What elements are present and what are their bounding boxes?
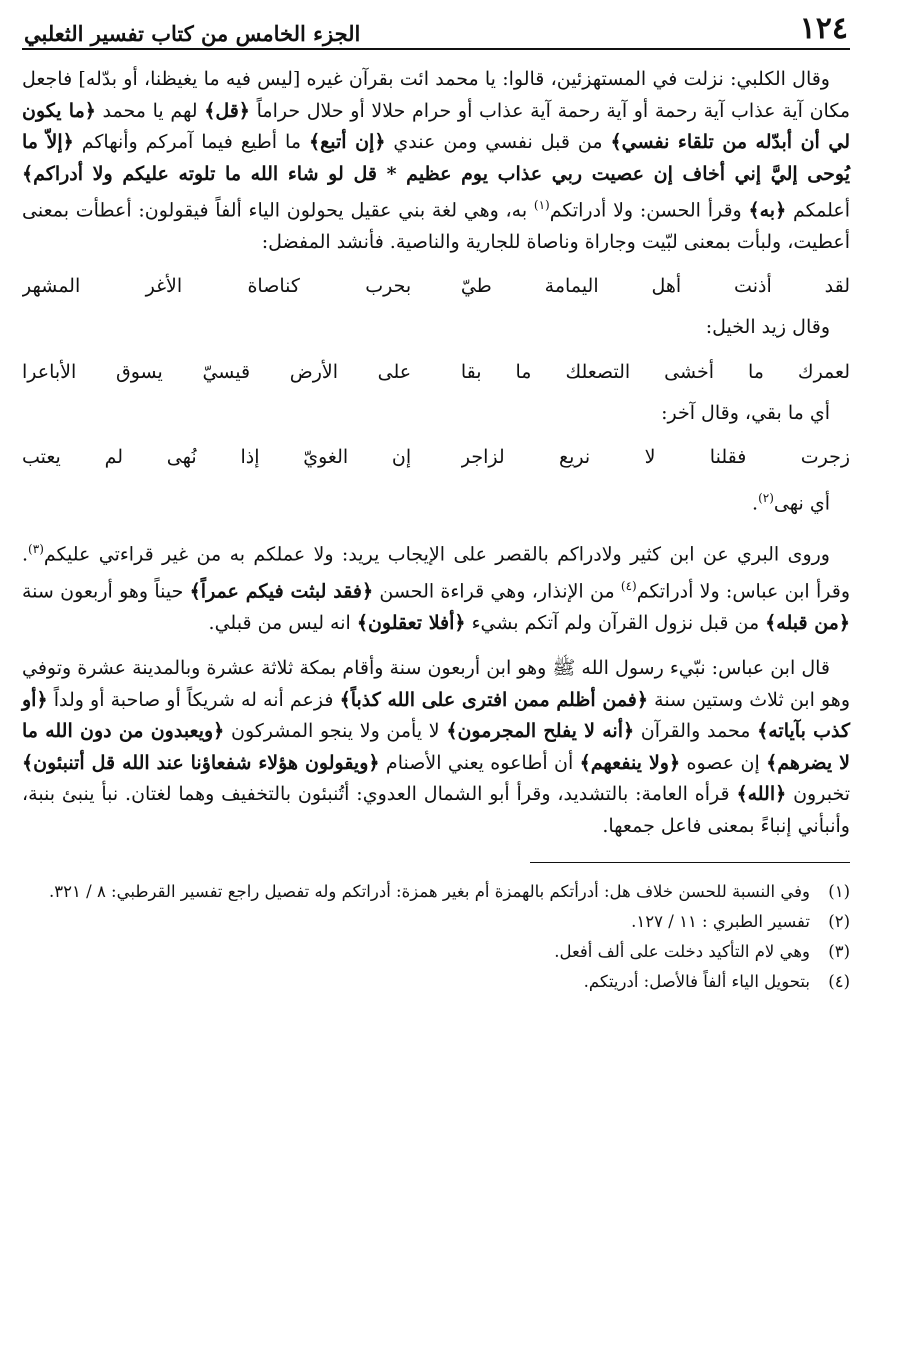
text-run: تخبرون xyxy=(786,783,851,806)
quran-quote: ﴿ويقولون هؤلاء شفعاؤنا عند الله قل أتنبئون﴾ xyxy=(22,751,380,774)
verse-3-first-half: زجرت فقلنا لا نريع لزاجر xyxy=(460,446,850,469)
quran-quote: ﴿ما يكون لي أن أبدّله من تلقاء نفسي﴾ xyxy=(22,99,851,153)
footnote-text: وهي لام التأكيد دخلت على ألف أفعل. xyxy=(554,942,810,962)
verse-2-second-half: على الأرض قيسيّ يسوق الأباعرا xyxy=(22,360,412,383)
footnote-ref[interactable]: (٤) xyxy=(620,578,637,593)
quran-quote: ﴿أنه لا يفلح المجرمون﴾ xyxy=(446,720,635,743)
verse-3-gloss xyxy=(22,483,850,520)
text-run: وروى البري عن ابن كثير ولادراكم بالقصر على الإيجاب يريد: ولا عملكم به من غير قراءتي عليكم xyxy=(43,543,830,566)
verse-3-second-half: إن الغويّ إذا نُهى لم يعتب xyxy=(22,446,412,469)
running-title: الجزء الخامس من كتاب تفسير الثعلبي xyxy=(24,21,361,46)
footnote xyxy=(22,937,850,967)
quran-quote: ﴿إن أتبع﴾ xyxy=(309,131,386,153)
text-run: من قبل نزول القرآن ولم آتكم بشيء xyxy=(465,611,766,634)
page-number: ١٢٤ xyxy=(799,11,848,46)
footnote-ref[interactable]: (١) xyxy=(533,198,550,212)
quran-quote: ﴿به﴾ xyxy=(748,199,787,222)
footnotes xyxy=(22,877,850,997)
paragraph-1 xyxy=(22,64,850,258)
text-run: . xyxy=(752,492,759,515)
verse-1 xyxy=(22,270,850,302)
text-run: . وقرأ ابن عباس: ولا أدراتكم xyxy=(22,543,850,603)
paragraph-3 xyxy=(22,653,850,842)
verse-3 xyxy=(22,441,850,473)
footnote-number: (٤) xyxy=(828,972,850,992)
text-run: انه ليس من قبلي. xyxy=(208,611,357,634)
verse-2-first-half: لعمرك ما أخشى التصعلك ما بقا xyxy=(460,360,850,383)
page xyxy=(22,8,850,1348)
quran-quote: ﴿إلاّ ما يُوحى إليَّ إني أخاف إن عصيت ربي عذاب يوم عظيم * قل لو شاء الله ما تلوته عليكم ولا أدراكم﴾ xyxy=(22,131,850,185)
text-run: وقرأ الحسن: ولا أدراتكم xyxy=(549,199,749,222)
footnote-number: (١) xyxy=(828,882,850,902)
quran-quote: ﴿ولا ينفعهم﴾ xyxy=(579,751,681,774)
text-run: قال ابن عباس: نبّيء رسول الله ﷺ وهو ابن أربعون سنة وأقام بمكة ثلاثة عشرة وبالمدينة عشرة وتوفي وهو ابن ثلاث وستين سنة xyxy=(22,657,850,711)
footnote-separator xyxy=(530,862,850,863)
footnote xyxy=(22,967,850,997)
text-run: أن أطاعوه يعني الأصنام xyxy=(379,751,580,774)
quran-quote: ﴿أو كذب بآياته﴾ xyxy=(22,688,851,743)
text-run: حيناً وهو أربعون سنة xyxy=(22,580,190,603)
footnote xyxy=(22,877,850,907)
footnote-separator-wrap xyxy=(22,862,850,863)
verse-1-second-half: بحرب كناصاة الأغر المشهر xyxy=(22,275,412,298)
text-run: لهم يا محمد xyxy=(95,99,205,122)
text-run: من قبل نفسي ومن عندي xyxy=(385,131,611,153)
text-run: فزعم أنه له شريكاً أو صاحبة أو ولداً xyxy=(47,688,340,711)
text-run: محمد والقرآن xyxy=(634,720,758,743)
quran-quote: ﴿فمن أظلم ممن افترى على الله كذباً﴾ xyxy=(339,688,649,711)
verse-2-intro: وقال زيد الخيل: xyxy=(705,316,830,339)
verse-3-intro: أي ما بقي، وقال آخر: xyxy=(661,401,830,424)
footnote xyxy=(22,907,850,937)
footnote-ref[interactable]: (٢) xyxy=(758,491,774,506)
quran-quote: ﴿الله﴾ xyxy=(736,783,787,806)
verse-2 xyxy=(22,356,850,388)
text-run: به، وهي لغة بني عقيل يحولون الياء ألفاً فيقولون: أعطأت بمعنى أعطيت، ولبأت بمعنى لبّيت وجاراة وناصاة للجارية والناصية. فأنشد المفضل: xyxy=(22,199,850,253)
main-text xyxy=(22,64,850,842)
footnote-text: تفسير الطبري : ١١ / ١٢٧. xyxy=(631,912,810,932)
quran-quote: ﴿فقد لبثت فيكم عمراً﴾ xyxy=(189,580,374,603)
quran-quote: ﴿أفلا تعقلون﴾ xyxy=(356,611,466,634)
text-run: أعلمكم xyxy=(786,199,850,222)
quran-quote: ﴿قل﴾ xyxy=(204,99,250,122)
quran-quote: ﴿ويعبدون من دون الله ما لا يضرهم﴾ xyxy=(22,720,851,774)
footnote-number: (٢) xyxy=(828,912,850,932)
text-run: من الإنذار، وهي قراءة الحسن xyxy=(373,580,621,603)
footnote-text: وفي النسبة للحسن خلاف هل: أدرأتكم بالهمزة أم بغير همزة: أدراتكم وله تفصيل راجع تفسير القرطبي: ٨ / ٣٢١. xyxy=(49,882,810,902)
footnote-text: بتحويل الياء ألفاً فالأصل: أدريتكم. xyxy=(583,972,810,992)
quran-quote: ﴿من قبله﴾ xyxy=(765,611,850,634)
page-header xyxy=(22,8,850,50)
paragraph-2 xyxy=(22,534,850,639)
text-run: ما أطيع فيما آمركم وأنهاكم xyxy=(73,131,309,153)
text-run: أي نهى xyxy=(773,492,830,515)
text-run: قرأه العامة: بالتشديد، وقرأ أبو الشمال العدوي: أتُنبئون بالتخفيف وهما لغتان. نبأ ينبئ بنبة، وأنبأني إنباءً بمعنى فاعل جمعها. xyxy=(22,783,850,837)
footnote-ref[interactable]: (٣) xyxy=(28,542,44,557)
verse-1-first-half: لقد أذنت أهل اليمامة طيّ xyxy=(460,275,850,298)
text-run: وقال الكلبي: نزلت في المستهزئين، قالوا: يا محمد ائت بقرآن غيره [ليس فيه ما يغيظنا، أو بدّله] فاجعل مكان آية عذاب آية رحمة أو آية رحمة آية عذاب أو حرام حلالا أو حلال حراماً xyxy=(22,68,850,122)
text-run: إن عصوه xyxy=(680,751,767,774)
footnote-number: (٣) xyxy=(828,942,850,962)
text-run: لا يأمن ولا ينجو المشركون xyxy=(224,720,447,743)
